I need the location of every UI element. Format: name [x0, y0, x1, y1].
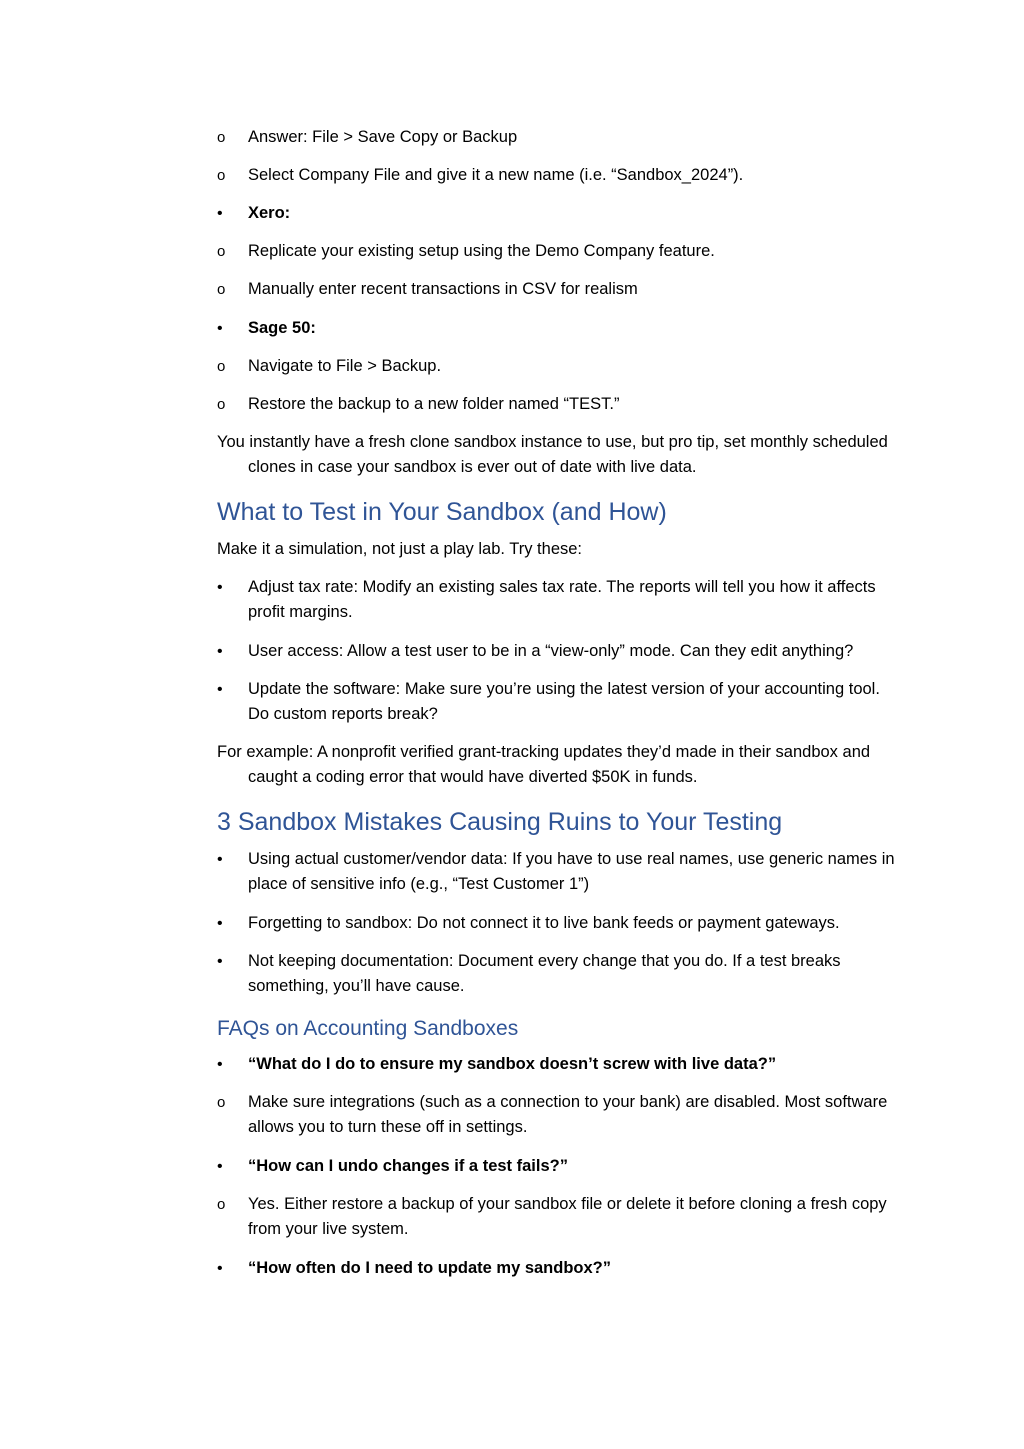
- section-heading-faq: FAQs on Accounting Sandboxes: [217, 1017, 519, 1040]
- dot-bullet: •: [217, 1158, 223, 1175]
- list-item: [217, 575, 897, 625]
- dot-bullet: •: [217, 1056, 223, 1073]
- list-item-text: Sage 50:: [248, 319, 316, 337]
- faq-answer: Yes. Either restore a backup of your sandbox file or delete it before cloning a fresh copy from your live system.: [248, 1195, 887, 1238]
- faq-question: “How can I undo changes if a test fails?”: [248, 1157, 568, 1175]
- list-item: [217, 392, 897, 417]
- list-item-text: Manually enter recent transactions in CSV for realism: [248, 280, 638, 298]
- list-item-text: Adjust tax rate: Modify an existing sales tax rate. The reports will tell you how it affects profit margins.: [248, 578, 876, 621]
- dot-bullet: •: [217, 915, 223, 932]
- list-item: [217, 277, 897, 302]
- circle-bullet: o: [217, 1094, 226, 1111]
- circle-bullet: o: [217, 1196, 226, 1213]
- list-item: [217, 354, 897, 379]
- dot-bullet: •: [217, 643, 223, 660]
- list-item-text: Replicate your existing setup using the Demo Company feature.: [248, 242, 715, 260]
- list-item-text: Navigate to File > Backup.: [248, 357, 442, 375]
- list-item: [217, 639, 897, 664]
- list-item-text: Restore the backup to a new folder named “TEST.”: [248, 395, 620, 413]
- dot-bullet: •: [217, 681, 223, 698]
- list-item: [217, 239, 897, 264]
- list-item-text: Using actual customer/vendor data: If you have to use real names, use generic names in place of sensitive info (e.g., “Test Customer 1”): [248, 850, 895, 893]
- circle-bullet: o: [217, 243, 226, 260]
- dot-bullet: •: [217, 579, 223, 596]
- list-item: [217, 125, 897, 150]
- circle-bullet: o: [217, 281, 226, 298]
- list-item: [217, 1090, 897, 1140]
- list-item-text: Answer: File > Save Copy or Backup: [248, 128, 518, 146]
- dot-bullet: •: [217, 953, 223, 970]
- list-item: [217, 163, 897, 188]
- circle-bullet: o: [217, 358, 226, 375]
- dot-bullet: •: [217, 1260, 223, 1277]
- list-item-text: User access: Allow a test user to be in a “view-only” mode. Can they edit anything?: [248, 642, 854, 660]
- list-item: [217, 316, 897, 341]
- list-item: [217, 949, 897, 999]
- section-heading-test: What to Test in Your Sandbox (and How): [217, 498, 667, 526]
- dot-bullet: •: [217, 205, 223, 222]
- section-heading-mistakes: 3 Sandbox Mistakes Causing Ruins to Your Testing: [217, 808, 783, 836]
- list-item: [217, 677, 897, 727]
- list-item: [217, 1154, 897, 1179]
- dot-bullet: •: [217, 851, 223, 868]
- list-item: [217, 201, 897, 226]
- list-item: [217, 911, 897, 936]
- list-item: [217, 1256, 897, 1281]
- list-item: [217, 1052, 897, 1077]
- example-paragraph: For example: A nonprofit verified grant-tracking updates they’d made in their sandbox and caught a coding error that would have diverted $50K in funds.: [217, 743, 871, 786]
- list-item-text: Update the software: Make sure you’re using the latest version of your accounting tool. Do custom reports break?: [248, 680, 880, 723]
- dot-bullet: •: [217, 320, 223, 337]
- circle-bullet: o: [217, 396, 226, 413]
- list-item: [217, 1192, 897, 1242]
- list-item-text: Select Company File and give it a new name (i.e. “Sandbox_2024”).: [248, 166, 744, 184]
- list-item-text: Not keeping documentation: Document every change that you do. If a test breaks something, you’ll have cause.: [248, 952, 841, 995]
- clone-paragraph: You instantly have a fresh clone sandbox instance to use, but pro tip, set monthly scheduled clones in case your sandbox is ever out of date with live data.: [217, 433, 888, 476]
- section-intro: Make it a simulation, not just a play lab. Try these:: [217, 540, 583, 558]
- list-item: [217, 847, 897, 897]
- faq-question: “How often do I need to update my sandbox?”: [248, 1259, 612, 1277]
- circle-bullet: o: [217, 167, 226, 184]
- list-item-text: Forgetting to sandbox: Do not connect it to live bank feeds or payment gateways.: [248, 914, 840, 932]
- list-item-text: Xero:: [248, 204, 291, 222]
- faq-question: “What do I do to ensure my sandbox doesn’t screw with live data?”: [248, 1055, 777, 1073]
- faq-answer: Make sure integrations (such as a connection to your bank) are disabled. Most software allows you to turn these off in settings.: [248, 1093, 888, 1136]
- circle-bullet: o: [217, 129, 226, 146]
